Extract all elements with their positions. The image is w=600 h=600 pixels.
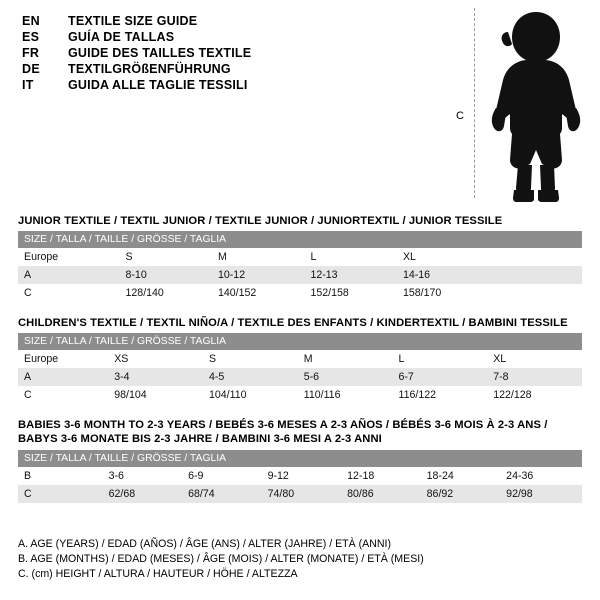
language-title: TEXTILGRÖßENFÜHRUNG: [68, 62, 231, 76]
height-dashed-line: [474, 8, 475, 198]
cell: XS: [108, 350, 203, 368]
cell: [489, 284, 582, 302]
section-title: JUNIOR TEXTILE / TEXTIL JUNIOR / TEXTILE JUNIOR / JUNIORTEXTIL / JUNIOR TESSILE: [18, 215, 503, 227]
table-band-header: [18, 231, 582, 248]
band-label: SIZE / TALLA / TAILLE / GRÖSSE / TAGLIA: [18, 450, 582, 467]
height-figure: [450, 6, 590, 206]
table-band-header: [18, 333, 582, 350]
language-code: ES: [22, 30, 40, 44]
cell: 6-7: [392, 368, 487, 386]
table-row: [18, 386, 582, 404]
cell: 128/140: [120, 284, 212, 302]
legend-line: C. (cm) HEIGHT / ALTURA / HAUTEUR / HÖHE / ALTEZZA: [18, 568, 298, 580]
cell: L: [304, 248, 396, 266]
language-row: [22, 30, 442, 44]
section-babies: [18, 419, 582, 503]
cell: 12-13: [304, 266, 396, 284]
section-junior: [18, 215, 582, 302]
cell: 24-36: [500, 467, 582, 485]
cell: 5-6: [298, 368, 393, 386]
cell: 18-24: [421, 467, 501, 485]
language-row: [22, 62, 442, 76]
toddler-silhouette-icon: [484, 10, 588, 202]
row-label: C: [18, 485, 103, 503]
cell: 110/116: [298, 386, 393, 404]
table-row: [18, 350, 582, 368]
band-label: SIZE / TALLA / TAILLE / GRÖSSE / TAGLIA: [18, 333, 582, 350]
row-label: Europe: [18, 248, 120, 266]
language-row: [22, 46, 442, 60]
cell: 62/68: [103, 485, 183, 503]
cell: 6-9: [182, 467, 262, 485]
table-band-header: [18, 450, 582, 467]
section-title: BABIES 3-6 MONTH TO 2-3 YEARS / BEBÉS 3-6 MESES A 2-3 AÑOS / BÉBÉS 3-6 MOIS À 2-3 ANS / BABYS 3-6 MONATE BIS 2-3 JAHRE / BAMBINI 3-6 MESI A 2-3 ANNI: [18, 419, 548, 445]
cell: [489, 266, 582, 284]
cell: [489, 248, 582, 266]
table-row: [18, 485, 582, 503]
cell: M: [298, 350, 393, 368]
language-row: [22, 78, 442, 92]
cell: 140/152: [212, 284, 304, 302]
height-measure-label: C: [456, 110, 464, 122]
row-label: C: [18, 284, 120, 302]
cell: 4-5: [203, 368, 298, 386]
cell: XL: [397, 248, 489, 266]
table-row: [18, 368, 582, 386]
row-label: Europe: [18, 350, 108, 368]
cell: 9-12: [262, 467, 342, 485]
language-title: GUIDA ALLE TAGLIE TESSILI: [68, 78, 248, 92]
cell: 98/104: [108, 386, 203, 404]
cell: 7-8: [487, 368, 582, 386]
cell: M: [212, 248, 304, 266]
language-title: GUIDE DES TAILLES TEXTILE: [68, 46, 252, 60]
table-row: [18, 266, 582, 284]
cell: 10-12: [212, 266, 304, 284]
row-label: C: [18, 386, 108, 404]
cell: 104/110: [203, 386, 298, 404]
row-label: A: [18, 368, 108, 386]
table-row: [18, 284, 582, 302]
cell: 3-4: [108, 368, 203, 386]
language-code: FR: [22, 46, 40, 60]
cell: 152/158: [304, 284, 396, 302]
cell: L: [392, 350, 487, 368]
table-row: [18, 467, 582, 485]
table-row: [18, 248, 582, 266]
cell: 158/170: [397, 284, 489, 302]
cell: S: [203, 350, 298, 368]
junior-size-table: [18, 231, 582, 302]
section-children: [18, 317, 582, 404]
cell: 74/80: [262, 485, 342, 503]
babies-size-table: [18, 450, 582, 503]
row-label: B: [18, 467, 103, 485]
legend-line: B. AGE (MONTHS) / EDAD (MESES) / ÂGE (MOIS) / ALTER (MONATE) / ETÀ (MESI): [18, 553, 424, 565]
language-code: IT: [22, 78, 34, 92]
section-title: CHILDREN'S TEXTILE / TEXTIL NIÑO/A / TEXTILE DES ENFANTS / KINDERTEXTIL / BAMBINI TESSILE: [18, 317, 568, 329]
language-title: TEXTILE SIZE GUIDE: [68, 14, 198, 28]
row-label: A: [18, 266, 120, 284]
cell: 8-10: [120, 266, 212, 284]
cell: 86/92: [421, 485, 501, 503]
cell: 116/122: [392, 386, 487, 404]
language-code: DE: [22, 62, 40, 76]
cell: 80/86: [341, 485, 421, 503]
cell: 122/128: [487, 386, 582, 404]
children-size-table: [18, 333, 582, 404]
cell: XL: [487, 350, 582, 368]
band-label: SIZE / TALLA / TAILLE / GRÖSSE / TAGLIA: [18, 231, 582, 248]
cell: 92/98: [500, 485, 582, 503]
language-code: EN: [22, 14, 40, 28]
language-title: GUÍA DE TALLAS: [68, 30, 175, 44]
cell: 14-16: [397, 266, 489, 284]
cell: S: [120, 248, 212, 266]
cell: 3-6: [103, 467, 183, 485]
legend: [18, 537, 582, 582]
legend-line: A. AGE (YEARS) / EDAD (AÑOS) / ÂGE (ANS) / ALTER (JAHRE) / ETÀ (ANNI): [18, 538, 391, 550]
cell: 12-18: [341, 467, 421, 485]
language-header: [22, 14, 442, 94]
cell: 68/74: [182, 485, 262, 503]
language-row: [22, 14, 442, 28]
